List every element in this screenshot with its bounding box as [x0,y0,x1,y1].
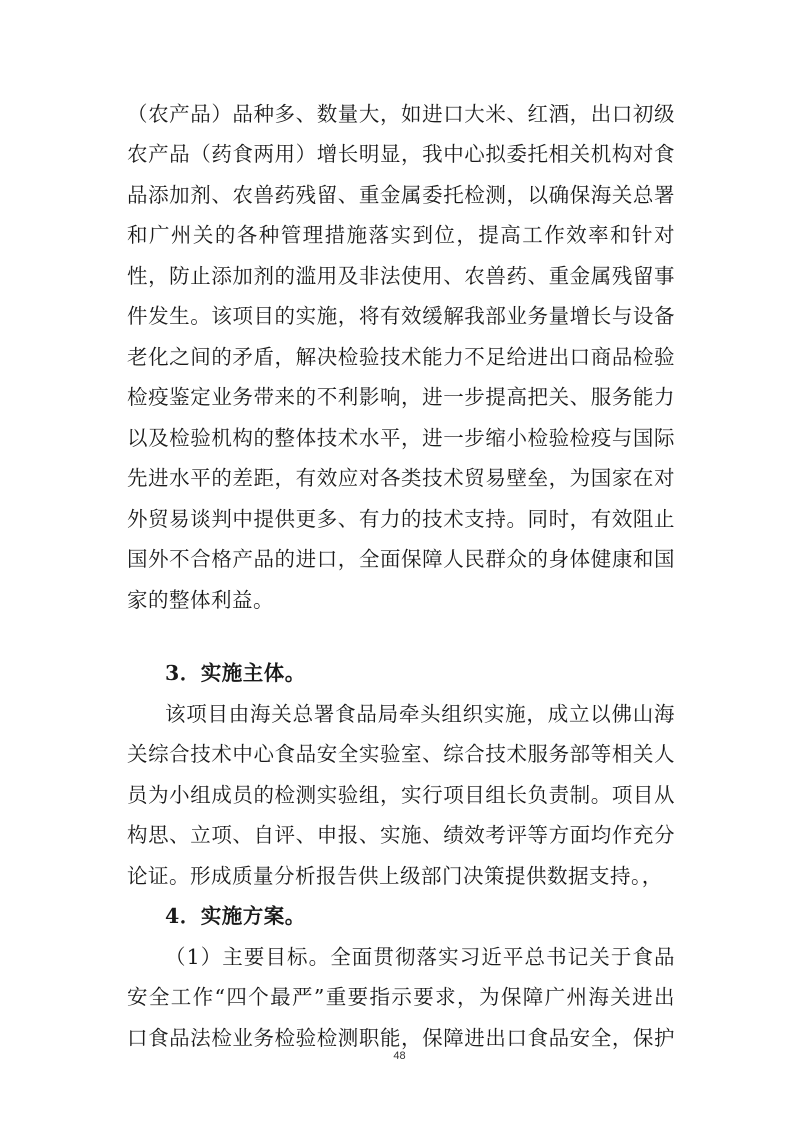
text-line: 家的整体利益。 [127,588,274,612]
text-line: 老化之间的矛盾，解决检验技术能力不足给进出口商品检验 [127,345,675,369]
page-number: 48 [393,1050,406,1062]
text-line: 品添加剂、农兽药残留、重金属委托检测，以确保海关总署 [127,183,675,207]
text-line: 件发生。该项目的实施，将有效缓解我部业务量增长与设备 [127,304,675,328]
text-line: 安全工作“四个最严”重要指示要求，为保障广州海关进出 [127,985,675,1009]
text-line: 外贸易谈判中提供更多、有力的技术支持。同时，有效阻止 [127,507,675,531]
text-line: 检疫鉴定业务带来的不利影响，进一步提高把关、服务能力 [127,385,675,409]
text-line: 员为小组成员的检测实验组，实行项目组长负责制。项目从 [127,783,675,807]
text-line: 国外不合格产品的进口，全面保障人民群众的身体健康和国 [127,547,675,571]
text-line: （农产品）品种多、数量大，如进口大米、红酒，出口初级 [127,102,675,126]
text-line: 口食品法检业务检验检测职能，保障进出口食品安全，保护 [127,1026,675,1050]
section-heading: 3．实施主体。 [165,661,306,685]
text-line: 关综合技术中心食品安全实验室、综合技术服务部等相关人 [127,742,675,766]
text-line: 论证。形成质量分析报告供上级部门决策提供数据支持。， [127,864,663,888]
text-line: （1）主要目标。全面贯彻落实习近平总书记关于食品 [165,945,675,969]
text-line: 农产品（药食两用）增长明显，我中心拟委托相关机构对食 [127,142,675,166]
text-line: 和广州关的各种管理措施落实到位，提高工作效率和针对 [127,223,675,247]
text-line: 性，防止添加剂的滥用及非法使用、农兽药、重金属残留事 [127,264,675,288]
text-line: 以及检验机构的整体技术水平，进一步缩小检验检疫与国际 [127,426,675,450]
text-line: 该项目由海关总署食品局牵头组织实施，成立以佛山海 [165,702,675,726]
text-line: 先进水平的差距，有效应对各类技术贸易壁垒，为国家在对 [127,466,675,490]
section-heading: 4．实施方案。 [165,904,306,928]
text-line: 构思、立项、自评、申报、实施、绩效考评等方面均作充分 [127,823,675,847]
